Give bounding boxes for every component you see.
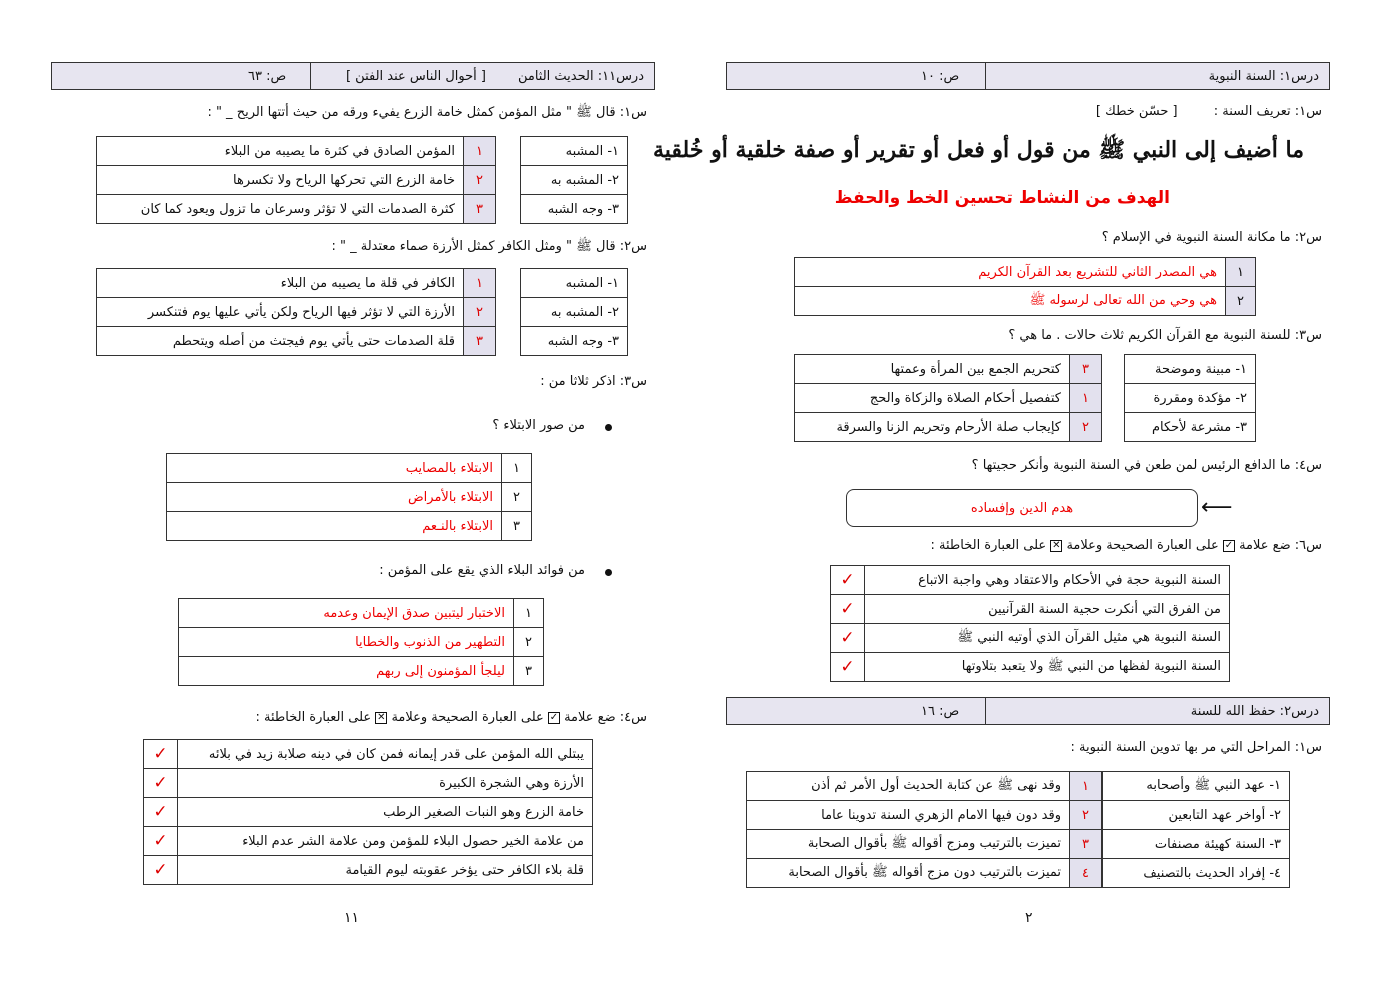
table-row: [144, 740, 593, 769]
case-label: ٢- مؤكدة ومقررة: [1125, 384, 1256, 413]
check-mark-icon: ✓: [831, 653, 865, 682]
lesson1-header: [726, 62, 1330, 90]
q1-simile-labels: [520, 136, 628, 224]
table-row: [795, 355, 1102, 384]
simile-label: ٣- وجه الشبه: [521, 327, 628, 356]
row-number: ٢: [464, 166, 496, 195]
stages-table: [746, 771, 1102, 888]
table-row: [97, 137, 496, 166]
hadith-q2: س٢: قال ﷺ " ومثل الكافر كمثل الأرزة صماء معتدلة _ " :: [331, 239, 647, 254]
q1-simile-table: [96, 136, 496, 224]
check-mark-icon: ✓: [144, 740, 178, 769]
row-number: ٢: [1070, 801, 1102, 830]
bullet-icon: [605, 569, 612, 576]
hadith-q3: س٣: اذكر ثلاثا من :: [540, 374, 647, 389]
row-text: الكافر في قلة ما يصيبه من البلاء: [97, 269, 464, 298]
stage-label: ٣- السنة كهيئة مصنفات: [1103, 830, 1290, 859]
table-row: [831, 653, 1230, 682]
hadith-q4-instruction: س٤: ضع علامة ✓ على العبارة الصحيحة وعلامة ✕ على العبارة الخاطئة :: [255, 710, 647, 725]
statement: خامة الزرع وهو النبات الصغير الرطب: [178, 798, 593, 827]
table-row: [521, 195, 628, 224]
simile-label: ٢- المشبه به: [521, 166, 628, 195]
lesson2-title: درس٢: حفظ الله للسنة: [1190, 703, 1319, 719]
row-text: كثرة الصدمات التي لا تؤثر وسرعان ما تزول ويعود كما كان: [97, 195, 464, 224]
row-text: وقد دون فيها الامام الزهري السنة تدوينا عاما: [747, 801, 1070, 830]
simile-label: ٣- وجه الشبه: [521, 195, 628, 224]
left-page-number: ١١: [344, 910, 360, 926]
lesson2-page-ref: ص: ١٦: [921, 703, 960, 719]
arrow-left-icon: ⟵: [1201, 495, 1233, 520]
lesson1-page-ref: ص: ١٠: [921, 68, 960, 84]
statement: يبتلي الله المؤمن على قدر إيمانه فمن كان في دينه صلابة زيد في بلائه: [178, 740, 593, 769]
q4-question: س٤: ما الدافع الرئيس لمن طعن في السنة النبوية وأنكر حجيتها ؟: [971, 458, 1322, 473]
row-number: ١: [1226, 258, 1256, 287]
lesson11-title: درس١١: الحديث الثامن: [517, 68, 644, 84]
table-row: [1125, 384, 1256, 413]
row-number: ١: [502, 454, 532, 483]
q2-table: [794, 257, 1256, 316]
statement: من الفرق التي أنكرت حجية السنة القرآنيين: [865, 595, 1230, 624]
row-text: الابتلاء بالمصايب: [167, 454, 502, 483]
hadith-q1: س١: قال ﷺ " مثل المؤمن كمثل خامة الزرع يفيء ورقه من حيث أتتها الريح _ " :: [207, 105, 647, 120]
row-number: ٣: [1070, 355, 1102, 384]
row-text: الأرزة التي لا تؤثر فيها الرياح ولكن يأتي عليها يوم فتنكسر: [97, 298, 464, 327]
lesson11-page-ref: ص: ٦٣: [248, 68, 287, 84]
table-row: [97, 327, 496, 356]
row-number: ٢: [1070, 413, 1102, 442]
table-row: [1125, 413, 1256, 442]
table-row: [144, 856, 593, 885]
table-row: [144, 769, 593, 798]
benefits-prompt: من فوائد البلاء الذي يقع على المؤمن :: [379, 563, 585, 578]
table-row: [144, 798, 593, 827]
statement: السنة النبوية لفظها من النبي ﷺ ولا يتعبد بتلاوتها: [865, 653, 1230, 682]
table-row: [97, 269, 496, 298]
row-number: ٢: [464, 298, 496, 327]
q1-note: [ حسّن خطك ]: [1095, 104, 1178, 119]
table-row: [1125, 355, 1256, 384]
check-mark-icon: ✓: [144, 769, 178, 798]
check-mark-icon: ✓: [831, 595, 865, 624]
row-number: ١: [464, 269, 496, 298]
stage-label: ١- عهد النبي ﷺ وأصحابه: [1103, 772, 1290, 801]
row-text: الابتلاء بالنـعم: [167, 512, 502, 541]
q6-table: [830, 565, 1230, 682]
row-text: وقد نهى ﷺ عن كتابة الحديث أول الأمر ثم أذن: [747, 772, 1070, 801]
row-number: ٣: [464, 327, 496, 356]
table-row: [179, 628, 544, 657]
row-text: خامة الزرع التي تحركها الرياح ولا تكسرها: [97, 166, 464, 195]
simile-label: ١- المشبه: [521, 137, 628, 166]
table-row: [97, 166, 496, 195]
table-row: [831, 595, 1230, 624]
row-number: ١: [1070, 772, 1102, 801]
stage-label: ٤- إفراد الحديث بالتصنيف: [1103, 859, 1290, 888]
row-text: قلة الصدمات حتى يأتي يوم فيجتث من أصله ويتحطم: [97, 327, 464, 356]
table-row: [747, 830, 1102, 859]
table-row: [795, 384, 1102, 413]
lesson1-title: درس١: السنة النبوية: [1208, 68, 1319, 84]
row-number: ٢: [1226, 287, 1256, 316]
row-text: كتفصيل أحكام الصلاة والزكاة والحج: [795, 384, 1070, 413]
q4-answer: هدم الدين وإفساده: [970, 500, 1074, 516]
table-row: [795, 258, 1256, 287]
row-text: المؤمن الصادق في كثرة ما يصيبه من البلاء: [97, 137, 464, 166]
table-row: [167, 454, 532, 483]
sunnah-definition: ما أضيف إلى النبي ﷺ من قول أو فعل أو تقرير أو صفة خلقية أو خُلقية: [652, 137, 1304, 163]
row-text: التطهير من الذنوب والخطايا: [179, 628, 514, 657]
table-row: [167, 512, 532, 541]
stage-label: ٢- أواخر عهد التابعين: [1103, 801, 1290, 830]
q1-label: س١: تعريف السنة : [ حسّن خطك ]: [1095, 104, 1322, 119]
statement: قلة بلاء الكافر حتى يؤخر عقوبته ليوم القيامة: [178, 856, 593, 885]
q3-question: س٣: للسنة النبوية مع القرآن الكريم ثلاث حالات . ما هي ؟: [1008, 328, 1322, 343]
lesson11-topic: [ أحوال الناس عند الفتن ]: [345, 68, 486, 84]
row-number: ٣: [514, 657, 544, 686]
q2-question: س٢: ما مكانة السنة النبوية في الإسلام ؟: [1101, 230, 1322, 245]
row-number: ٣: [1070, 830, 1102, 859]
check-box-icon: ✓: [549, 711, 559, 723]
check-mark-icon: ✓: [144, 856, 178, 885]
case-label: ١- مبينة وموضحة: [1125, 355, 1256, 384]
row-number: ٢: [502, 483, 532, 512]
bullet-icon: [605, 424, 612, 431]
table-row: [1103, 830, 1290, 859]
table-row: [1103, 859, 1290, 888]
row-text: هي المصدر الثاني للتشريع بعد القرآن الكريم: [795, 258, 1226, 287]
q2-simile-labels: [520, 268, 628, 356]
row-text: تميزت بالترتيب ومزج أقواله ﷺ بأقوال الصحابة: [747, 830, 1070, 859]
check-mark-icon: ✓: [831, 566, 865, 595]
statement: السنة النبوية هي مثيل القرآن الذي أوتيه النبي ﷺ: [865, 624, 1230, 653]
row-number: ٢: [514, 628, 544, 657]
table-row: [831, 624, 1230, 653]
row-text: تميزت بالترتيب دون مزج أقواله ﷺ بأقوال الصحابة: [747, 859, 1070, 888]
table-row: [1103, 772, 1290, 801]
row-number: ١: [464, 137, 496, 166]
table-row: [179, 657, 544, 686]
q3-examples-table: [794, 354, 1102, 442]
table-row: [521, 137, 628, 166]
row-text: ليلجأ المؤمنون إلى ربهم: [179, 657, 514, 686]
lesson2-q1: س١: المراحل التي مر بها تدوين السنة النبوية :: [1070, 740, 1322, 755]
cross-box-icon: ✕: [1052, 539, 1061, 551]
table-row: [747, 801, 1102, 830]
statement: الأرزة وهي الشجرة الكبيرة: [178, 769, 593, 798]
q3-left-table: [1124, 354, 1256, 442]
table-row: [747, 859, 1102, 888]
row-number: ٤: [1070, 859, 1102, 888]
table-row: [795, 287, 1256, 316]
check-box-icon: ✓: [1224, 539, 1234, 551]
table-row: [521, 166, 628, 195]
activity-goal: الهدف من النشاط تحسين الخط والحفظ: [834, 188, 1170, 208]
benefits-table: [178, 598, 544, 686]
table-row: [97, 298, 496, 327]
table-row: [179, 599, 544, 628]
row-text: الابتلاء بالأمراض: [167, 483, 502, 512]
trials-prompt: من صور الابتلاء ؟: [492, 418, 585, 433]
q4-answer-box: [846, 489, 1198, 527]
stages-left-table: [1102, 771, 1290, 888]
row-number: ١: [514, 599, 544, 628]
table-row: [167, 483, 532, 512]
trials-table: [166, 453, 532, 541]
lesson2-header: [726, 697, 1330, 725]
cross-box-icon: ✕: [377, 711, 386, 723]
right-page-number: ٢: [1025, 910, 1033, 926]
row-number: ١: [1070, 384, 1102, 413]
row-text: هي وحي من الله تعالى لرسوله ﷺ: [795, 287, 1226, 316]
hadith-q4-table: [143, 739, 593, 885]
statement: السنة النبوية حجة في الأحكام والاعتقاد وهي واجبة الاتباع: [865, 566, 1230, 595]
table-row: [144, 827, 593, 856]
q2-simile-table: [96, 268, 496, 356]
table-row: [1103, 801, 1290, 830]
case-label: ٣- مشرعة لأحكام: [1125, 413, 1256, 442]
row-text: كإيجاب صلة الأرحام وتحريم الزنا والسرقة: [795, 413, 1070, 442]
simile-label: ٢- المشبه به: [521, 298, 628, 327]
row-number: ٣: [464, 195, 496, 224]
table-row: [795, 413, 1102, 442]
row-text: الاختبار ليتبين صدق الإيمان وعدمه: [179, 599, 514, 628]
simile-label: ١- المشبه: [521, 269, 628, 298]
check-mark-icon: ✓: [144, 798, 178, 827]
q6-instruction: س٦: ضع علامة ✓ على العبارة الصحيحة وعلامة ✕ على العبارة الخاطئة :: [930, 538, 1322, 553]
row-text: كتحريم الجمع بين المرأة وعمتها: [795, 355, 1070, 384]
table-row: [521, 298, 628, 327]
table-row: [521, 269, 628, 298]
table-row: [831, 566, 1230, 595]
lesson11-header: [51, 62, 655, 90]
check-mark-icon: ✓: [144, 827, 178, 856]
check-mark-icon: ✓: [831, 624, 865, 653]
table-row: [747, 772, 1102, 801]
table-row: [97, 195, 496, 224]
statement: من علامة الخير حصول البلاء للمؤمن ومن علامة الشر عدم البلاء: [178, 827, 593, 856]
table-row: [521, 327, 628, 356]
row-number: ٣: [502, 512, 532, 541]
